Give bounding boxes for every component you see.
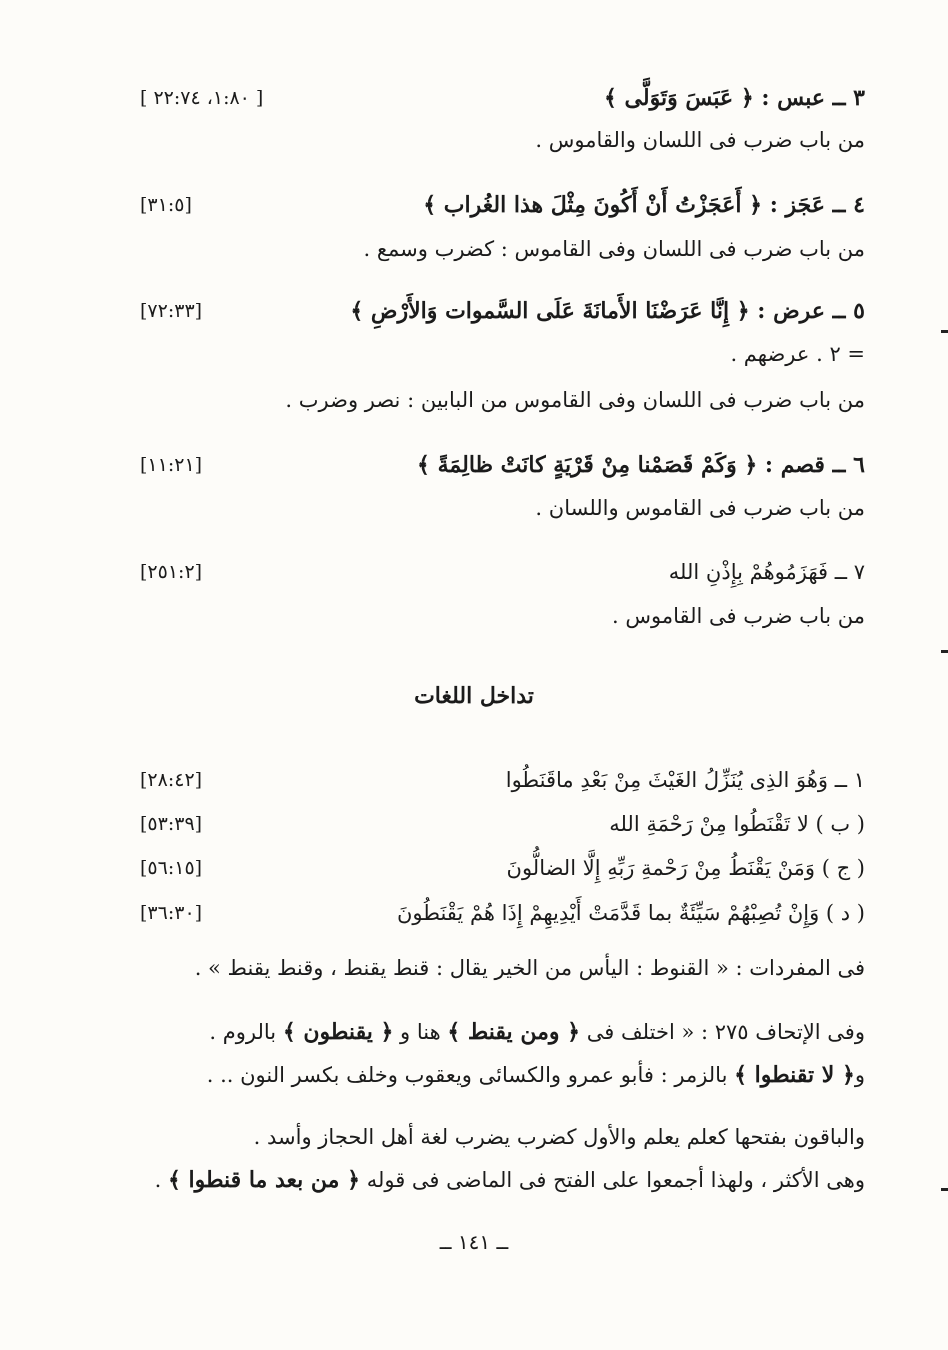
entry-3-note: من باب ضرب فى اللسان والقاموس .: [535, 128, 865, 152]
entry-3-line: [140, 78, 865, 118]
entry-3-text: ٣ ــ عبس : ﴿ عَبَسَ وَتَوَلَّى ﴾: [603, 85, 865, 111]
ithaf-text-1: وفى الإتحاف ٢٧٥ : « اختلف فى: [580, 1020, 865, 1044]
baqun-text-1: وهى الأكثر ، ولهذا أجمعوا على الفتح فى الماضى فى قوله: [360, 1168, 865, 1192]
entry-4-text: ٤ ــ عَجَز : ﴿ أَعَجَزْتُ أَنْ أَكُونَ مِثْلَ هذا الغُراب ﴾: [423, 192, 865, 218]
entry-3-reference: [ ١:٨٠، ٢٢:٧٤ ]: [140, 87, 264, 109]
verse-1-reference: [٢٨:٤٢]: [140, 769, 203, 791]
mufradat-paragraph: فى المفردات : « القنوط : اليأس من الخير يقال : قنط يقنط ، وقنط يقنط » .: [194, 956, 865, 980]
entry-7-note: من باب ضرب فى القاموس .: [611, 604, 865, 628]
baqun-quote: ﴿ من بعد ما قنطوا ﴾: [167, 1167, 361, 1193]
entry-5-sub: = ٢ . عرضهم .: [730, 342, 865, 366]
entry-4-reference: [٣١:٥]: [140, 194, 192, 216]
entry-6-text: ٦ ــ قصم : ﴿ وَكَمْ قَصَمْنا مِنْ قَرْيَةٍ كانَتْ ظالِمَةً ﴾: [417, 452, 865, 478]
entry-7-text: ٧ ــ فَهَزَمُوهُمْ بِإِذْنِ الله: [668, 560, 865, 584]
entry-7-line: [140, 552, 865, 592]
ithaf-quote-3: ﴿ لا تقنطوا ﴾: [734, 1062, 855, 1088]
verse-4-reference: [٣٦:٣٠]: [140, 902, 203, 924]
ithaf-quote-2: ﴿ يقنطون ﴾: [282, 1019, 394, 1045]
verse-4-line: [140, 893, 865, 933]
scan-margin-mark: [941, 1188, 948, 1191]
verse-2-reference: [٥٣:٣٩]: [140, 813, 203, 835]
ithaf-text-2: هنا و: [393, 1020, 448, 1044]
ithaf-quote-1: ﴿ ومن يقنط ﴾: [447, 1019, 581, 1045]
scan-margin-mark: [941, 650, 948, 653]
entry-4-line: [140, 185, 865, 225]
ithaf-text-5: بالزمر : فأبو عمرو والكسائى ويعقوب وخلف بكسر النون .. .: [206, 1063, 735, 1087]
ithaf-text-4: و: [854, 1063, 865, 1087]
scan-margin-mark: [941, 330, 948, 333]
entry-5-note: من باب ضرب فى اللسان وفى القاموس من البابين : نصر وضرب .: [285, 388, 865, 412]
baqun-line-2: [140, 1160, 865, 1200]
entry-5-reference: [٧٢:٣٣]: [140, 300, 203, 322]
entry-6-reference: [١١:٢١]: [140, 454, 203, 476]
verse-2-text: ( ب ) لا تَقْنَطُوا مِنْ رَحْمَةِ الله: [609, 812, 865, 836]
entry-5-line: [140, 291, 865, 331]
verse-3-reference: [٥٦:١٥]: [140, 857, 203, 879]
verse-1-text: ١ ــ وَهُوَ الذِى يُنَزِّلُ الغَيْثَ مِنْ بَعْدِ ماقَنَطُوا: [505, 768, 865, 792]
entry-6-note: من باب ضرب فى القاموس واللسان .: [535, 496, 865, 520]
ithaf-line-1: [140, 1012, 865, 1052]
verse-3-line: [140, 848, 865, 888]
entry-6-line: [140, 445, 865, 485]
baqun-text-2: .: [154, 1168, 168, 1192]
entry-5-text: ٥ ــ عرض : ﴿ إِنَّا عَرَضْنَا الأَمانَةَ عَلَى السَّموات وَالأَرْضِ ﴾: [350, 298, 865, 324]
ithaf-line-2: [140, 1055, 865, 1095]
verse-3-text: ( ج ) وَمَنْ يَقْنَطُ مِنْ رَحْمةِ رَبِّهِ إِلَّا الضالُّونَ: [506, 856, 865, 880]
verse-2-line: [140, 804, 865, 844]
entry-4-note: من باب ضرب فى اللسان وفى القاموس : كضرب وسمع .: [363, 237, 865, 261]
entry-7-reference: [٢٥١:٢]: [140, 561, 203, 583]
page-number: ــ ١٤١ ــ: [439, 1230, 509, 1254]
verse-4-text: ( د ) وَإِنْ تُصِبْهُمْ سَيِّئَةٌ بما قَدَّمَتْ أَيْدِيهِمْ إِذَا هُمْ يَقْنَطُونَ: [396, 901, 865, 925]
ithaf-text-3: بالروم .: [209, 1020, 283, 1044]
verse-1-line: [140, 760, 865, 800]
section-title: تداخل اللغات: [414, 683, 534, 709]
baqun-line-1: والباقون بفتحها كعلم يعلم والأول كضرب يضرب لغة أهل الحجاز وأسد .: [253, 1125, 865, 1149]
